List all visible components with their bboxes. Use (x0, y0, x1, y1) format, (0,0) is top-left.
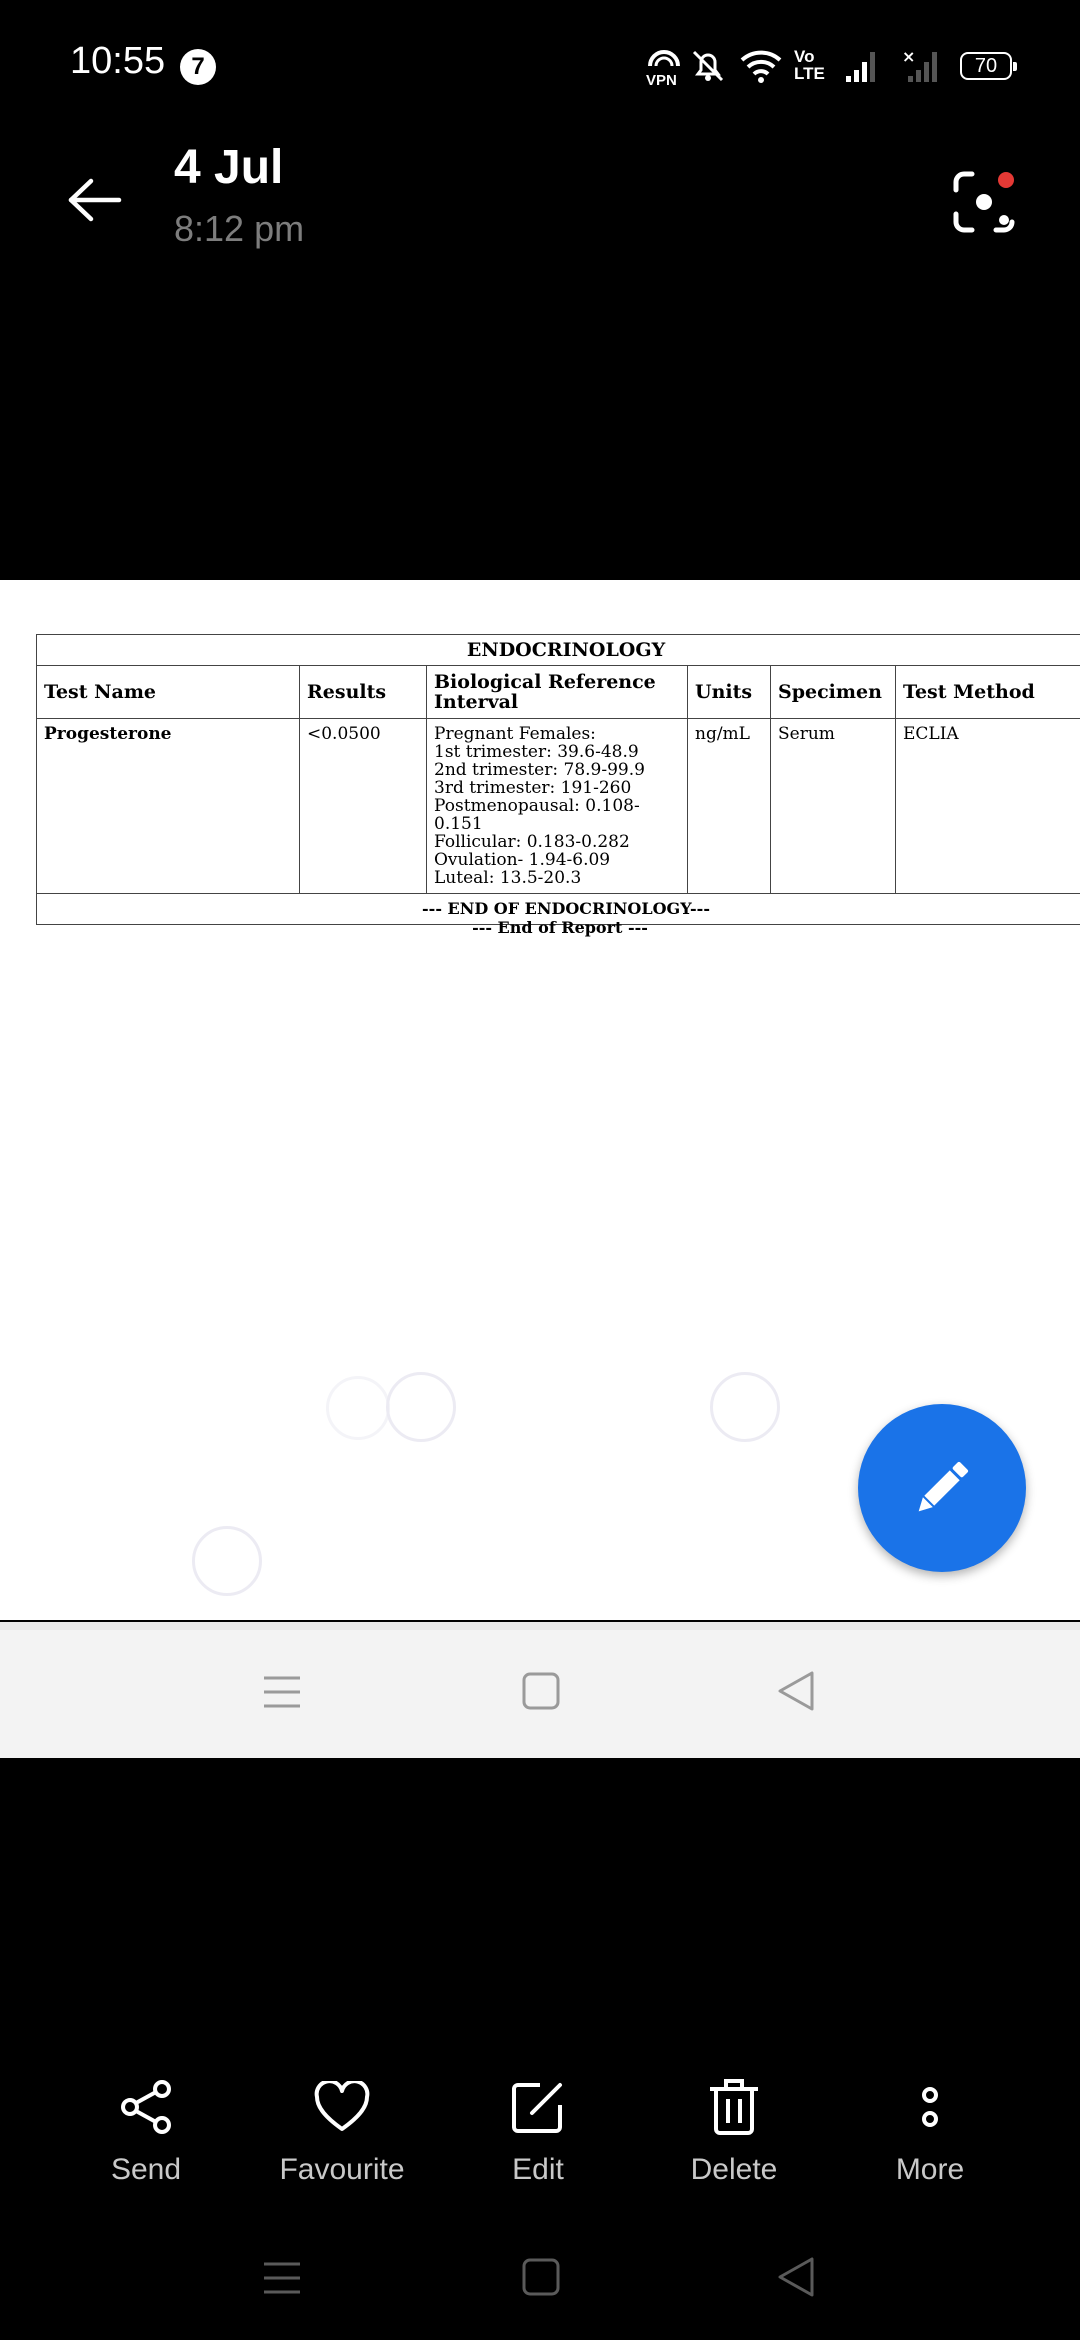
end-of-report-label: --- End of Report --- (472, 918, 648, 937)
delete-button[interactable] (644, 2075, 824, 2187)
status-bar (0, 0, 1080, 130)
reference-line: 3rd trimester: 191-260 (434, 778, 632, 798)
reference-line: Luteal: 13.5-20.3 (434, 868, 582, 888)
volte-label: Vo LTE (794, 47, 825, 83)
lab-report-table (36, 634, 1080, 925)
lens-button[interactable] (950, 168, 1018, 236)
lens-icon (950, 168, 1018, 236)
column-header: Results (300, 666, 427, 719)
edit-fab-button[interactable] (858, 1404, 1026, 1572)
section-end-label: --- END OF ENDOCRINOLOGY--- (37, 894, 1080, 925)
decorative-circle (192, 1526, 262, 1596)
reference-line: Pregnant Females: (434, 724, 596, 744)
reference-line: 2nd trimester: 78.9-99.9 (434, 760, 645, 780)
delete-label: Delete (690, 2153, 778, 2186)
share-icon (118, 2079, 174, 2135)
home-button[interactable] (522, 2258, 560, 2296)
reference-line: 1st trimester: 39.6-48.9 (434, 742, 639, 762)
decorative-circle (386, 1372, 456, 1442)
signal-strength-icon (844, 46, 878, 86)
reference-line: Follicular: 0.183-0.282 (434, 832, 630, 852)
system-back-button[interactable] (776, 2256, 816, 2298)
decorative-circle (710, 1372, 780, 1442)
back-button[interactable] (60, 165, 130, 235)
column-header: Units (688, 666, 771, 719)
pencil-icon (907, 1453, 977, 1523)
recents-button[interactable] (262, 2260, 302, 2296)
svg-text:×: × (902, 47, 916, 66)
decorative-circle (326, 1376, 390, 1440)
arrow-left-icon (67, 178, 123, 222)
photo-time: 8:12 pm (174, 208, 305, 249)
table-row (37, 719, 1080, 894)
column-header: Specimen (771, 666, 896, 719)
bell-muted-icon (690, 46, 726, 86)
battery-indicator: 70 (960, 52, 1012, 80)
more-button[interactable] (840, 2075, 1020, 2187)
status-time: 10:55 (70, 40, 166, 82)
test-method-cell: ECLIA (896, 719, 1080, 894)
wifi-icon (738, 46, 784, 86)
result-cell: <0.0500 (300, 719, 427, 894)
edit-label: Edit (512, 2153, 564, 2186)
specimen-cell: Serum (771, 719, 896, 894)
recents-icon (262, 1674, 302, 1710)
favourite-label: Favourite (279, 2153, 405, 2186)
send-label: Send (110, 2153, 182, 2186)
units-cell: ng/mL (688, 719, 771, 894)
photo-date: 4 Jul (174, 141, 284, 194)
trash-icon (708, 2079, 760, 2135)
reference-interval-cell (427, 719, 688, 894)
vpn-label: VPN (646, 72, 677, 89)
send-button[interactable] (56, 2075, 236, 2187)
signal-no-service-icon (900, 46, 944, 86)
favourite-button[interactable] (252, 2075, 432, 2187)
more-vertical-icon (918, 2079, 942, 2135)
reference-line: Ovulation- 1.94-6.09 (434, 850, 611, 870)
home-icon (522, 1672, 560, 1710)
table-header-row (37, 666, 1080, 719)
section-title: ENDOCRINOLOGY (37, 635, 1080, 666)
more-label: More (895, 2153, 965, 2186)
column-header: Biological Reference Interval (427, 666, 688, 719)
screenshot-nav-bar (0, 1622, 1080, 1758)
back-triangle-icon (776, 1670, 816, 1712)
test-name-cell: Progesterone (37, 719, 300, 894)
edit-button[interactable] (448, 2075, 628, 2187)
heart-icon (314, 2081, 370, 2133)
system-navigation-bar (0, 2220, 1080, 2340)
notification-count-badge: 7 (180, 49, 216, 85)
reference-line: Postmenopausal: 0.108-0.151 (434, 796, 640, 834)
column-header: Test Name (37, 666, 300, 719)
edit-icon (510, 2079, 566, 2135)
column-header: Test Method (896, 666, 1080, 719)
